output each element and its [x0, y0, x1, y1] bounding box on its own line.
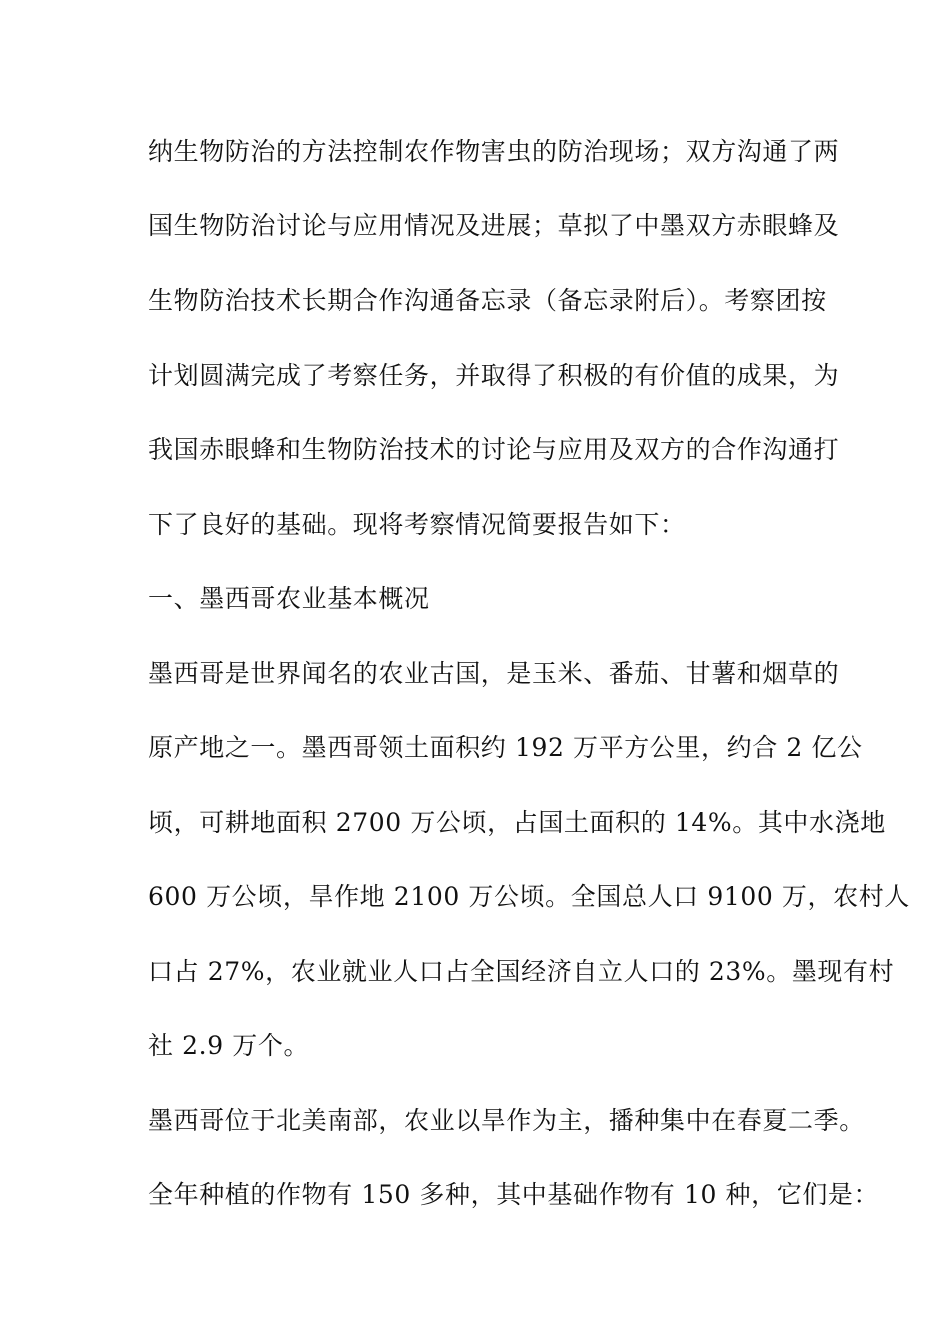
- paragraph-line: 我国赤眼蜂和生物防治技术的讨论与应用及双方的合作沟通打: [148, 435, 840, 464]
- paragraph-line: 墨西哥是世界闻名的农业古国，是玉米、番茄、甘薯和烟草的: [148, 659, 840, 688]
- paragraph-line: 计划圆满完成了考察任务，并取得了积极的有价值的成果，为: [148, 361, 840, 390]
- paragraph-line: 下了良好的基础。现将考察情况简要报告如下：: [148, 510, 686, 539]
- paragraph-line: 顷，可耕地面积 2700 万公顷，占国土面积的 14%。其中水浇地: [148, 808, 886, 837]
- paragraph-line: 社 2.9 万个。: [148, 1031, 310, 1060]
- paragraph-line: 生物防治技术长期合作沟通备忘录（备忘录附后）。考察团按: [148, 286, 827, 315]
- paragraph-line: 原产地之一。墨西哥领土面积约 192 万平方公里，约合 2 亿公: [148, 733, 863, 762]
- paragraph-line: 纳生物防治的方法控制农作物害虫的防治现场；双方沟通了两: [148, 137, 840, 166]
- paragraph-line: 600 万公顷，旱作地 2100 万公顷。全国总人口 9100 万，农村人: [148, 882, 910, 911]
- paragraph-line: 国生物防治讨论与应用情况及进展；草拟了中墨双方赤眼蜂及: [148, 211, 840, 240]
- paragraph-line: 口占 27%，农业就业人口占全国经济自立人口的 23%。墨现有村: [148, 957, 895, 986]
- paragraph-line: 全年种植的作物有 150 多种，其中基础作物有 10 种，它们是：: [148, 1180, 880, 1209]
- section-heading: 一、墨西哥农业基本概况: [148, 584, 430, 613]
- paragraph-line: 墨西哥位于北美南部，农业以旱作为主，播种集中在春夏二季。: [148, 1106, 865, 1135]
